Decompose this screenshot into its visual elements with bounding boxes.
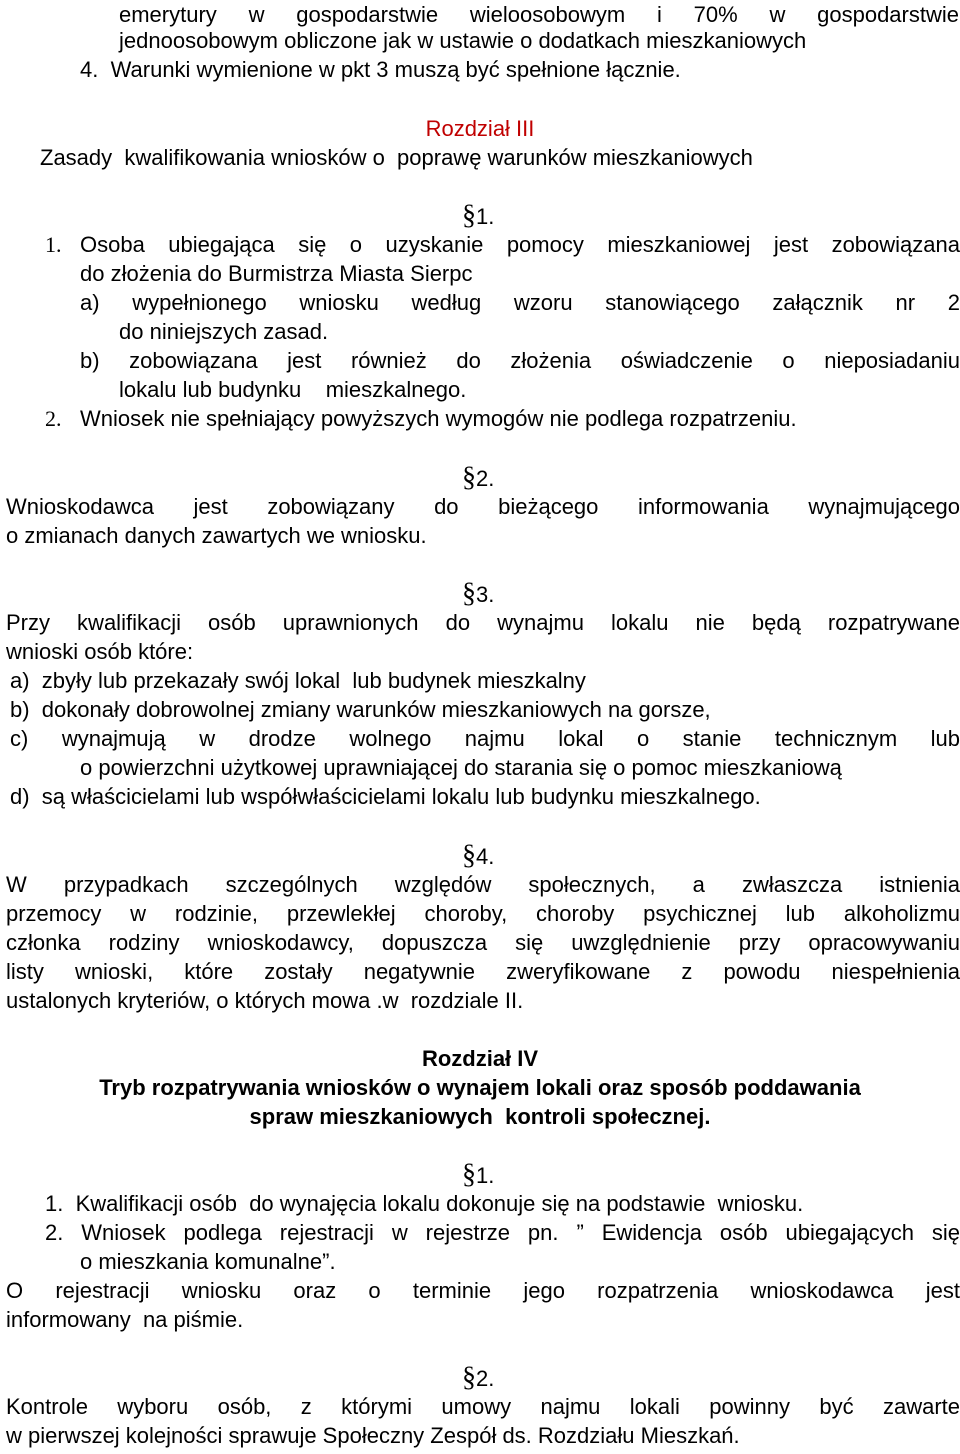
section-number: 1.: [476, 1163, 495, 1188]
item-1: 1. Kwalifikacji osób do wynajęcia lokalu dokonuje się na podstawie wniosku.: [45, 1191, 804, 1216]
item-c-line-2: o powierzchni użytkowej uprawniającej do starania się o pomoc mieszkaniową: [80, 755, 842, 780]
top-line-1: emerytury w gospodarstwie wieloosobowym i 70% w gospodarstwie: [119, 2, 959, 27]
section-2-line-1: Wnioskodawca jest zobowiązany do bieżącego informowania wynajmującego: [6, 494, 960, 519]
section-4-line-3: członka rodziny wnioskodawcy, dopuszcza się uwzględnienie przy opracowywaniu: [6, 930, 960, 955]
section-sign-icon: §: [462, 200, 476, 231]
section-4-line-2: przemocy w rodzinie, przewlekłej choroby, choroby psychicznej lub alkoholizmu: [6, 901, 960, 926]
item-d: d) są właścicielami lub współwłaścicielami lokalu lub budynku mieszkalnego.: [10, 784, 761, 809]
item-number: 1.: [45, 232, 62, 257]
section-4-line-4: listy wnioski, które zostały negatywnie zweryfikowane z powodu niespełnienia: [6, 959, 960, 984]
item-1-line-1: Osoba ubiegająca się o uzyskanie pomocy mieszkaniowej jest zobowiązana: [80, 232, 960, 257]
section-3-3-heading: [462, 579, 494, 608]
section-number: 4.: [476, 844, 495, 869]
section-number: 2.: [476, 1366, 495, 1391]
section-sign-icon: §: [462, 578, 476, 609]
chapter-4-title-line-2: spraw mieszkaniowych kontroli społecznej.: [249, 1104, 711, 1129]
top-line-2: jednoosobowym obliczone jak w ustawie o dodatkach mieszkaniowych: [119, 28, 807, 53]
item-1b-line-2: lokalu lub budynku mieszkalnego.: [119, 377, 467, 402]
item-a: a) zbyły lub przekazały swój lokal lub budynek mieszkalny: [10, 668, 586, 693]
chapter-3-heading: Rozdział III: [425, 116, 535, 141]
section-sign-icon: §: [462, 1159, 476, 1190]
section-4-2-heading: [462, 1363, 494, 1392]
item-1-line-2: do złożenia do Burmistrza Miasta Sierpc: [80, 261, 473, 286]
section-2-line-2: o zmianach danych zawartych we wniosku.: [6, 523, 427, 548]
section-3-line-1: Przy kwalifikacji osób uprawnionych do wynajmu lokalu nie będą rozpatrywane: [6, 610, 960, 635]
section-sign-icon: §: [462, 840, 476, 871]
section-number: 2.: [476, 466, 495, 491]
section-3-1-heading: [462, 201, 494, 230]
section-3-4-heading: [462, 841, 494, 870]
section-4-line-5: ustalonych kryteriów, o których mowa .w rozdziale II.: [6, 988, 524, 1013]
item-c-line-1: c) wynajmują w drodze wolnego najmu lokal o stanie technicznym lub: [10, 726, 960, 751]
chapter-4-heading: Rozdział IV: [421, 1046, 539, 1071]
item-b: b) dokonały dobrowolnej zmiany warunków mieszkaniowych na gorsze,: [10, 697, 711, 722]
item-1a-line-2: do niniejszych zasad.: [119, 319, 329, 344]
item-2-line-2: o mieszkania komunalne”.: [80, 1249, 336, 1274]
item-1b-line-1: b) zobowiązana jest również do złożenia oświadczenie o nieposiadaniu: [80, 348, 960, 373]
item-2-text: Wniosek nie spełniający powyższych wymogów nie podlega rozpatrzeniu.: [80, 406, 797, 431]
top-line-3: 4. Warunki wymienione w pkt 3 muszą być spełnione łącznie.: [80, 57, 681, 82]
section-sign-icon: §: [462, 462, 476, 493]
chapter-3-title: Zasady kwalifikowania wniosków o poprawę warunków mieszkaniowych: [40, 145, 753, 170]
section-sign-icon: §: [462, 1362, 476, 1393]
item-1a-line-1: a) wypełnionego wniosku według wzoru stanowiącego załącznik nr 2: [80, 290, 960, 315]
section-3-line-2: wnioski osób które:: [6, 639, 194, 664]
item-number: 2.: [45, 406, 62, 431]
section-3-2-heading: [462, 463, 494, 492]
registration-line-1: O rejestracji wniosku oraz o terminie jego rozpatrzenia wnioskodawca jest: [6, 1278, 960, 1303]
registration-line-2: informowany na piśmie.: [6, 1307, 244, 1332]
item-2-line-1: 2. Wniosek podlega rejestracji w rejestrze pn. ” Ewidencja osób ubiegających się: [45, 1220, 960, 1245]
control-line-1: Kontrole wyboru osób, z którymi umowy najmu lokali powinny być zawarte: [6, 1394, 960, 1419]
section-4-line-1: W przypadkach szczególnych względów społecznych, a zwłaszcza istnienia: [6, 872, 960, 897]
section-4-1-heading: [462, 1160, 494, 1189]
section-number: 1.: [476, 204, 495, 229]
section-number: 3.: [476, 582, 495, 607]
chapter-4-title-line-1: Tryb rozpatrywania wniosków o wynajem lokali oraz sposób poddawania: [99, 1075, 861, 1100]
control-line-2: w pierwszej kolejności sprawuje Społeczny Zespół ds. Rozdziału Mieszkań.: [6, 1423, 740, 1448]
